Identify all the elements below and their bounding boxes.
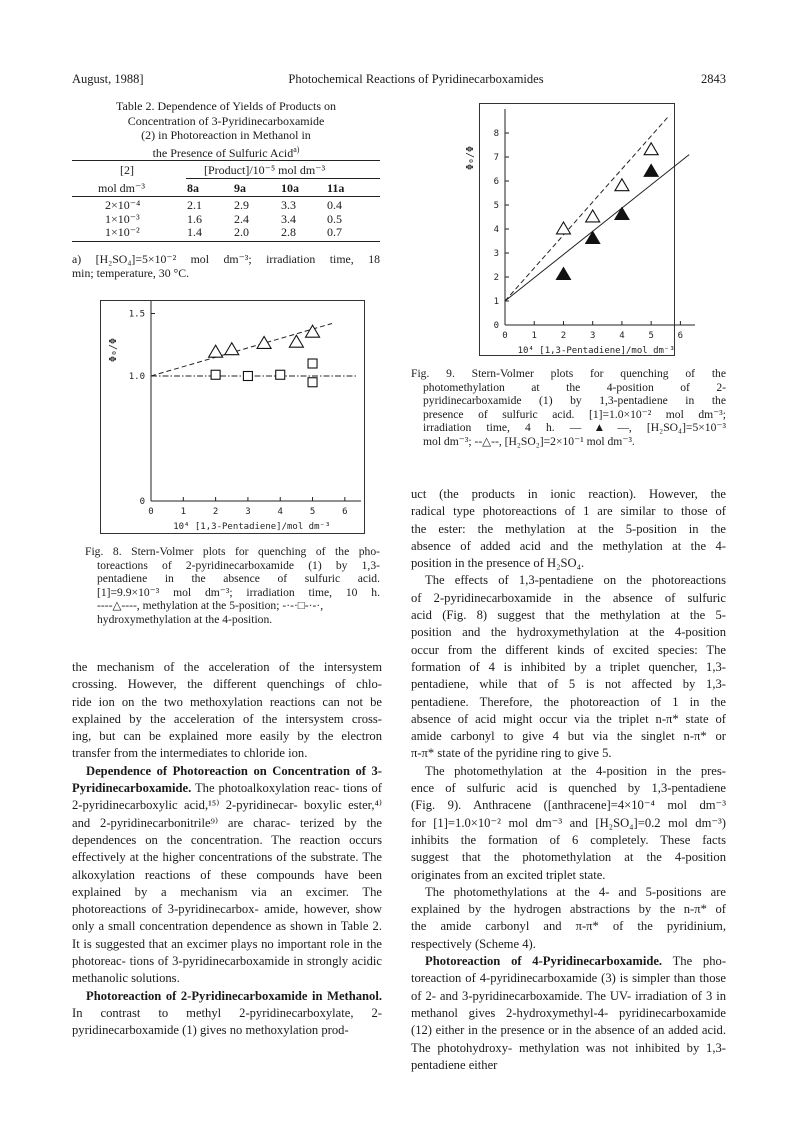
data-point-filled-triangle <box>556 268 570 280</box>
fit-line <box>151 324 332 377</box>
table2-cell: 0.4 <box>327 198 342 212</box>
table2-cell: 2.8 <box>281 225 296 239</box>
table2-cell: 1×10⁻³ <box>105 211 140 226</box>
table2-head-10a: 10a <box>281 181 299 195</box>
x-tick-label: 3 <box>589 331 596 341</box>
text-line: absence of added acid and the methylation at the 4- <box>411 538 726 553</box>
text-line: crossing. However, the different quenchings of chlo- <box>72 677 382 692</box>
x-tick-label: 5 <box>648 331 654 341</box>
y-tick-label: 1.0 <box>128 372 145 382</box>
caption-line: toreactions of 2-pyridinecarboxamide (1) by 1,3- <box>97 558 380 572</box>
data-point-open-triangle <box>225 343 239 355</box>
text-line: originates from an excited triplet state. <box>411 867 606 882</box>
data-point-square <box>308 378 317 387</box>
data-point-open-triangle <box>257 337 271 349</box>
table2-cell: 3.3 <box>281 198 296 212</box>
text-line: the mechanism of the acceleration of the intersystem <box>72 660 382 674</box>
text-line: absence of acid might occur via the triplet n-π* state of <box>411 711 726 726</box>
data-point-open-triangle <box>644 143 658 155</box>
table2-caption-line: Concentration of 3-Pyridinecarboxamide <box>127 113 325 128</box>
x-tick-label: 2 <box>560 331 567 341</box>
fig8-caption <box>85 545 380 627</box>
left-section-2 <box>72 988 382 1040</box>
table2-caption-text: the Presence of Sulfuric Acid <box>152 145 294 160</box>
table2-col-10a <box>281 199 296 240</box>
y-tick-label: 0 <box>139 497 145 507</box>
left-paragraph-1 <box>72 659 382 763</box>
caption-line: presence of sulfuric acid. [1]=1.0×10⁻² mol dm⁻³; <box>423 407 726 421</box>
caption-line <box>85 599 380 613</box>
data-point-filled-triangle <box>615 208 629 220</box>
y-tick-label: 2 <box>493 273 499 283</box>
text-line: The effects of 1,3-pentadiene on the photoreactions <box>425 573 726 588</box>
table2-cell: 2.1 <box>187 198 202 212</box>
text-line: The photomethylations at the 4- and 5-positions are <box>425 884 726 899</box>
fig9-chart <box>455 103 695 363</box>
data-point-open-triangle <box>556 222 570 234</box>
data-point-open-triangle <box>586 210 600 222</box>
text-line: formation of 4 is inhibited by a triplet quencher, 1,3- <box>411 659 726 674</box>
right-paragraphs <box>411 486 726 953</box>
text-line: pentadiene, while that of 5 is not affected by 1,3- <box>411 677 726 692</box>
text-line: radical type photoreactions of 1 are similar to those of <box>411 504 726 519</box>
y-tick-label: 5 <box>493 201 499 211</box>
x-tick-label: 6 <box>677 331 684 341</box>
y-tick-label: 7 <box>493 153 499 163</box>
data-point-open-triangle <box>289 335 303 347</box>
y-tick-label: 4 <box>493 225 499 235</box>
header-title: Photochemical Reactions of Pyridinecarboxamides <box>288 72 544 86</box>
data-point-open-triangle <box>615 179 629 191</box>
text-line: occur from the different kinds of excited species: The <box>411 642 726 657</box>
text-line: uct (the products in ionic reaction). However, the <box>411 487 726 501</box>
text-line: (Fig. 9). Anthracene ([anthracene]=4×10⁻⁴ mol dm⁻³ <box>411 798 726 813</box>
text-line: ride ion on the two methoxylation reactions can not be <box>72 694 382 709</box>
table2-head-9a: 9a <box>234 181 246 195</box>
left-column-text <box>72 659 382 1040</box>
text-line: amide carbonyl to give 4 but via the singlet n-π* or <box>411 729 726 744</box>
caption-line: mol dm⁻³; --△--, [H₂SO₂]=2×10⁻¹ mol dm⁻³. <box>423 434 635 448</box>
data-point-square <box>276 370 285 379</box>
y-tick-label: 6 <box>493 177 499 187</box>
y-tick-label: 8 <box>493 129 499 139</box>
table2-footnote-mark: a) <box>293 144 300 154</box>
table2-group-head: [Product]/10⁻⁵ mol dm⁻³ <box>204 163 326 177</box>
data-point-square <box>308 359 317 368</box>
y-tick-label: 1.5 <box>128 309 145 320</box>
table2-cell: 2.9 <box>234 198 249 212</box>
left-section-1 <box>72 763 382 988</box>
x-tick-label: 3 <box>245 507 251 517</box>
section-heading-4-pyridinecarboxamide: Photoreaction of 4-Pyridinecarboxamide. <box>425 954 663 969</box>
x-tick-label: 5 <box>309 507 316 517</box>
x-tick-label: 2 <box>212 507 219 517</box>
text-line: the ester: the methylation at the 5-position in the <box>411 521 726 536</box>
table2-row-conc <box>105 199 140 240</box>
text-line: position in the presence of H₂SO₄. <box>411 556 585 571</box>
y-tick-label: 0 <box>493 321 499 331</box>
table2-col1-unit: mol dm⁻³ <box>98 181 145 195</box>
x-tick-label: 0 <box>502 331 508 341</box>
x-tick-label: 4 <box>619 331 625 341</box>
right-section <box>411 953 726 1074</box>
x-axis-label: 10⁴ [1,3-Pentadiene]/mol dm⁻³ <box>173 522 331 532</box>
caption-line: photomethylation at the 4-position of 2- <box>423 380 726 394</box>
text-line: for [1]=1.0×10⁻² mol dm⁻³ and [H₂SO₄]=0.2 mol dm⁻³) <box>411 815 726 830</box>
table2-body <box>72 197 380 241</box>
section-heading-2-pyridinecarboxamide: Photoreaction of 2-Pyridinecarboxamide in Methanol. <box>86 988 382 1003</box>
x-tick-label: 6 <box>342 507 348 517</box>
table2-cell: 2.0 <box>234 225 249 239</box>
text-line: explained by the hydrogen abstractions by the n-π* of <box>411 902 726 917</box>
y-tick-label: 1 <box>493 297 499 307</box>
header-page-number: 2843 <box>701 72 726 86</box>
legend-triangle-text: ----△----, methylation at the 5-position; <box>97 599 283 613</box>
fit-line <box>505 155 689 301</box>
table2-cell: 1.4 <box>187 225 202 239</box>
data-point-filled-triangle <box>644 164 658 176</box>
table2-footnote <box>72 252 380 280</box>
y-axis-label: Φ₀/Φ <box>108 337 119 363</box>
table2-col-9a <box>234 199 249 240</box>
caption-line: Fig. 8. Stern-Volmer plots for quenching of the pho- <box>85 545 380 558</box>
text-line: The photomethylation at the 4-position in the pres- <box>425 763 726 778</box>
text-line: pentadiene. Therefore, the photoreaction of 1 in the <box>411 694 726 709</box>
table2-cell: 0.5 <box>327 211 342 226</box>
data-point-open-triangle <box>209 345 223 357</box>
text-line: inhibits the formation of 6 completely. These facts <box>411 832 726 847</box>
text-line: the amide carbonyl and π-π* of the pyridinium, <box>411 919 726 934</box>
legend-square-text: -·-·□-·-·, <box>282 599 324 613</box>
caption-line: pyridinecarboxamide (1) by 1,3-pentadiene in the <box>423 394 726 408</box>
caption-line: hydroxymethylation at the 4-position. <box>97 612 273 626</box>
x-tick-label: 1 <box>531 331 537 341</box>
left-section-2-body: In contrast to methyl 2-pyridinecarboxylate, 2- pyridinecarboxamide (1) gives no methoxylation prod- <box>72 1005 382 1038</box>
fig8-chart <box>100 300 365 536</box>
fig9-caption <box>411 367 726 449</box>
table2-cell: 2.4 <box>234 211 249 226</box>
x-tick-label: 1 <box>180 507 187 517</box>
table2-caption-line: (2) in Photoreaction in Methanol in <box>141 128 311 142</box>
x-axis-label: 10⁴ [1,3-Pentadiene]/mol dm⁻³ <box>517 346 675 356</box>
text-line: transfer from the intermediates to chloride ion. <box>72 746 308 761</box>
text-line: acid (Fig. 8) suggest that the methylation at the 5- <box>411 608 726 623</box>
caption-line: irradiation time, 4 h. —▲—, [H₂SO₄]=5×10⁻³ <box>423 421 726 435</box>
data-point-square <box>243 372 252 381</box>
table2-col-11a <box>327 199 342 240</box>
x-tick-label: 0 <box>148 507 154 517</box>
footnote-line: a) [H₂SO₄]=5×10⁻² mol dm⁻³; irradiation time, 18 <box>72 252 380 266</box>
data-point-square <box>211 370 220 379</box>
y-tick-label: 3 <box>493 249 499 259</box>
header-date: August, 1988] <box>72 72 144 86</box>
text-line: of 2-pyridinecarboxamide in the absence of sulfuric <box>411 590 726 605</box>
text-line: ence of sulfuric acid is quenched by 1,3-pentadiene <box>411 781 726 796</box>
table2-head-11a: 11a <box>327 181 345 195</box>
table2-cell: 1×10⁻² <box>105 225 140 239</box>
table2-cell: 1.6 <box>187 211 202 226</box>
text-line: ing, but can be explained more easily by the electron <box>72 729 382 744</box>
caption-line: Fig. 9. Stern-Volmer plots for quenching of the <box>411 367 726 380</box>
table2-col-8a <box>187 199 202 240</box>
text-line: suggest that the photomethylation at the 4-position <box>411 850 726 865</box>
section-heading-concentration: Dependence of Photoreaction on Concentration of 3-Pyridinecarboxamide. <box>72 763 382 796</box>
table2-cell: 2×10⁻⁴ <box>105 198 141 212</box>
text-line: position and the hydroxymethylation at the 4-position <box>411 625 726 640</box>
footnote-line: min; temperature, 30 °C. <box>72 266 190 280</box>
right-section-body: The pho- toreaction of 4-pyridinecarboxamide (3) is simpler than those of 2- and 3-pyridinecarboxamide. The UV- irradiation of 3 in methanol gives 2-hydroxymethyl-4- pyridinecarboxamide (12) either in the presence or in the absence of an added acid. The photohydroxy- methylation was not inhibited by 1,3-pentadiene either <box>411 954 727 1072</box>
x-tick-label: 4 <box>277 507 283 517</box>
text-line: explained by the acceleration of the intersystem cross- <box>72 711 382 726</box>
data-point-filled-triangle <box>586 232 600 244</box>
text-line: π-π* state of the pyridine ring to give 5. <box>411 746 612 761</box>
table2-caption-line: Table 2. Dependence of Yields of Products on <box>116 99 336 113</box>
table2-cell: 3.4 <box>281 211 296 226</box>
table2-caption-line <box>72 143 380 161</box>
caption-line: [1]=9.9×10⁻³ mol dm⁻³; irradiation time, 10 h. <box>97 585 380 599</box>
fit-line <box>505 116 669 301</box>
table2-head-8a: 8a <box>187 181 199 195</box>
left-section-1-body: The photoalkoxylation reac- tions of 2-pyridinecarboxylic acid,¹⁵⁾ 2-pyridinecar- boxylic ester,⁴⁾ and 2-pyridinecarbonitrile⁹⁾ are charac- terized by the dependences on the concentration. The reaction occurs effectively at the higher concentrations of the substrate. The alkoxylation reactions of these compounds have been explained by a mechanism via an excimer. The photoreactions of 3-pyridinecarbox- amide, however, show only a small concentration dependence as shown in Table 2. It is suggested that an excimer plays no important role in the photoreac- tions of 3-pyridinecarboxamide in strongly acidic methanolic solutions. <box>72 781 382 986</box>
table2-cell: 0.7 <box>327 225 342 239</box>
table2 <box>72 160 380 242</box>
y-axis-label: Φ₀/Φ <box>465 145 476 171</box>
text-line: respectively (Scheme 4). <box>411 936 536 951</box>
table2-col1-head: [2] <box>120 163 134 177</box>
caption-line: pentadiene in the absence of sulfuric acid. <box>97 572 380 586</box>
right-column-text <box>411 486 726 1074</box>
table2-caption <box>72 99 380 160</box>
data-point-open-triangle <box>306 325 320 337</box>
